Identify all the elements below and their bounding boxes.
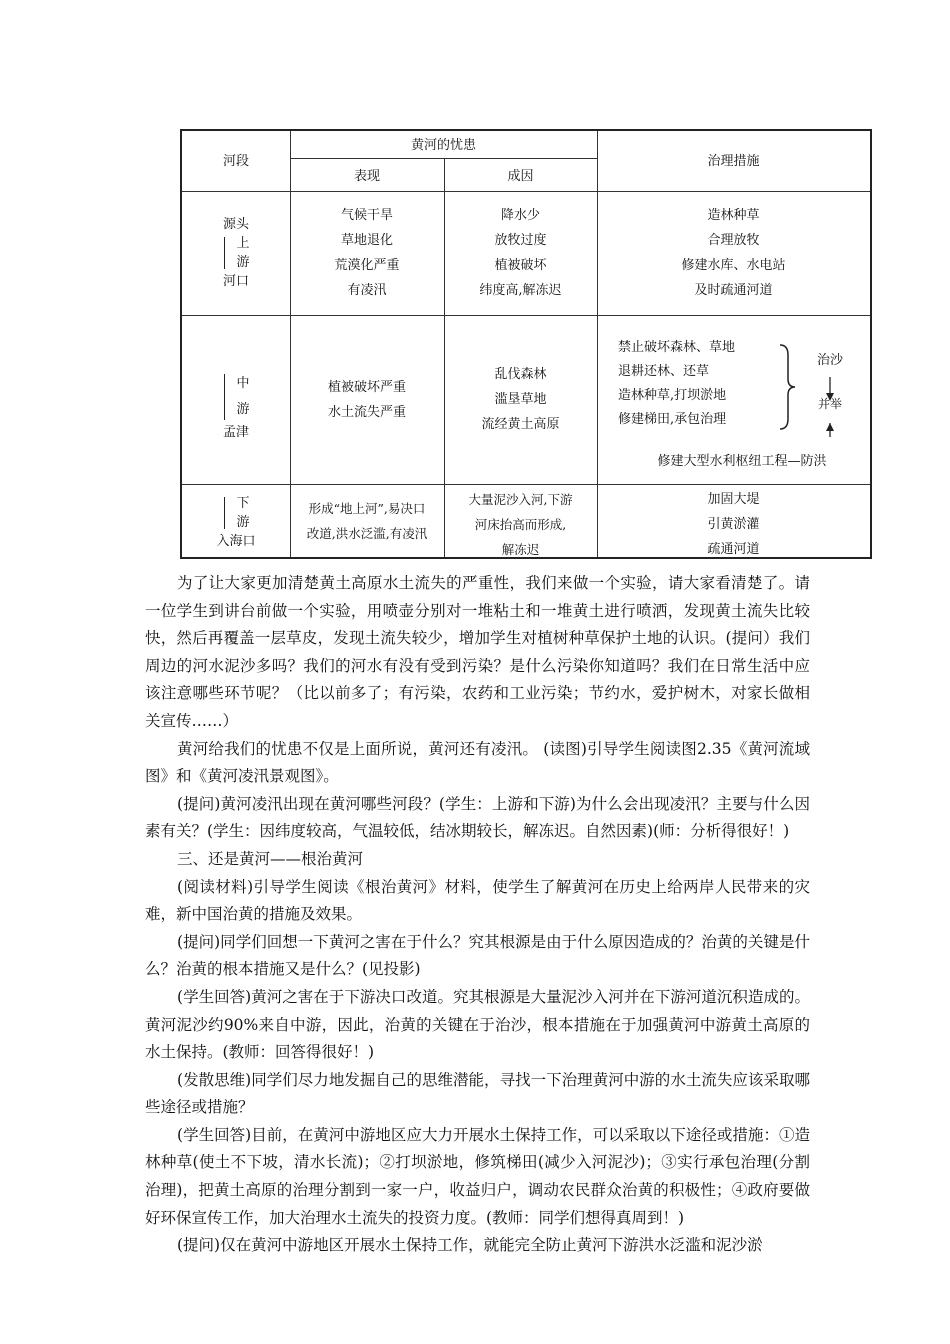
segment-middle	[182, 371, 290, 442]
cell-line: 造林种草,打坝淤地	[618, 388, 727, 403]
header-measures: 治理措施	[707, 154, 760, 169]
yellow-river-table	[180, 129, 872, 559]
segment-text: 上	[236, 236, 250, 251]
cell-line: 形成“地上河”,易决口	[308, 501, 426, 516]
cell-line: 流经黄土高原	[481, 417, 560, 432]
segment-text: 中	[236, 376, 250, 391]
cell-line: 改道,洪水泛滥,有凌汛	[306, 526, 428, 541]
cell-line: 滥垦草地	[494, 392, 547, 407]
middle-manifest	[290, 375, 444, 425]
segment-text: 游	[236, 255, 250, 270]
paragraph: (阅读材料)引导学生阅读《根治黄河》材料，使学生了解黄河在历史上给两岸人民带来的灾难，新中国治黄的措施及效果。	[145, 877, 810, 924]
segment-bracket	[222, 371, 249, 423]
lower-manifest	[290, 496, 444, 546]
table-line	[290, 131, 291, 557]
lower-measures	[597, 487, 870, 562]
cell-line: 疏通河道	[707, 542, 760, 557]
paragraph: 黄河给我们的忧患不仅是上面所说，黄河还有凌汛。 (读图)引导学生阅读图2.35《黄河流域图》和《黄河凌汛景观图》。	[145, 739, 810, 786]
cell-line: 纬度高,解冻迟	[479, 283, 562, 298]
segment-bracket	[222, 494, 249, 532]
segment-text: 源头	[222, 217, 249, 232]
cell-line: 引黄淤灌	[707, 517, 760, 532]
paragraph: 为了让大家更加清楚黄土高原水土流失的严重性，我们来做一个实验，请大家看清楚了。请一位学生到讲台前做一个实验，用喷壶分别对一堆粘土和一堆黄土进行喷洒，发现黄土流失比较快，然后再覆盖一层草皮，发现土流失较少，增加学生对植树种草保护土地的认识。(提问）我们周边的河水泥沙多吗？我们的河水有没有受到污染？是什么污染你知道吗？我们在日常生活中应该注意哪些环节呢？（比以前多了；有污染，农药和工业污染；节约水，爱护树木，对家长做相关宣传……）	[145, 574, 810, 730]
cell-line: 有凌汛	[347, 283, 387, 298]
section-heading: 三、还是黄河——根治黄河	[177, 849, 364, 868]
header-worries: 黄河的忧患	[410, 138, 476, 153]
paragraph: (发散思维)同学们尽力地发掘自己的思维潜能，寻找一下治理黄河中游的水土流失应该采取哪些途径或措施？	[145, 1070, 810, 1117]
side-note	[798, 393, 862, 415]
right-brace-icon	[778, 343, 798, 431]
cell-line: 修建梯田,承包治理	[618, 412, 727, 427]
paragraph: (学生回答)目前，在黄河中游地区应大力开展水土保持工作，可以采取以下途径或措施：①造林种草(使土不下坡，清水长流)；②打坝淤地，修筑梯田(减少入河泥沙)；③实行承包治理(分割治理)，把黄土高原的治理分割到一家一户，收益归户，调动农民群众治黄的积极性；④政府要做好环保宣传工作，加大治理水土流失的投资力度。(教师：同学们想得真周到！)	[145, 1125, 810, 1227]
header-cause: 成因	[507, 169, 534, 184]
upper-measures	[597, 203, 870, 303]
cell-line: 荒漠化严重	[334, 258, 400, 273]
paragraph: (提问)黄河凌汛出现在黄河哪些河段？(学生：上游和下游)为什么会出现凌汛？主要与什么因素有关？(学生：因纬度较高，气温较低，结冰期较长，解冻迟。自然因素)(师：分析得很好！)	[145, 794, 810, 841]
middle-flood-control: 修建大型水利枢纽工程—防洪	[657, 454, 827, 469]
header-segment: 河段	[222, 154, 249, 169]
segment-text: 孟津	[222, 425, 249, 440]
segment-bracket	[222, 234, 249, 272]
middle-cause	[444, 362, 597, 437]
segment-text: 入海口	[216, 534, 256, 549]
segment-text: 游	[236, 402, 250, 417]
segment-upper	[182, 215, 290, 291]
cell-line: 造林种草	[707, 208, 760, 223]
upper-cause	[444, 203, 597, 303]
paragraph: (提问)仅在黄河中游地区开展水土保持工作，就能完全防止黄河下游洪水泛滥和泥沙淤	[177, 1236, 763, 1255]
middle-measures	[618, 336, 778, 432]
cell-line: 植被破坏严重	[327, 380, 406, 395]
cell-line: 放牧过度	[494, 233, 547, 248]
side-note-bottom: 并举	[817, 397, 842, 411]
cell-line: 合理放牧	[707, 233, 760, 248]
cell-line: 乱伐森林	[494, 367, 547, 382]
table-line	[182, 315, 870, 316]
cell-line: 退耕还林、还草	[618, 364, 710, 379]
segment-text: 河口	[222, 274, 249, 289]
side-note-top: 治沙	[816, 353, 843, 368]
cell-line: 大量泥沙入河,下游	[468, 492, 573, 507]
lower-cause	[444, 487, 597, 562]
cell-line: 及时疏通河道	[694, 283, 773, 298]
lesson-text	[145, 570, 810, 1260]
segment-text: 下	[236, 496, 250, 511]
cell-line: 加固大堤	[707, 492, 760, 507]
table-line	[182, 484, 870, 485]
paragraph: (学生回答)黄河之害在于下游决口改道。究其根源是大量泥沙入河并在下游河道沉积造成的。黄河泥沙约90%来自中游，因此，治黄的关键在于治沙，根本措施在于加强黄河中游黄土高原的水土保持。(教师：回答得很好！)	[145, 987, 810, 1062]
cell-line: 草地退化	[340, 233, 393, 248]
cell-line: 气候干旱	[340, 208, 393, 223]
side-note	[798, 350, 862, 372]
segment-lower	[182, 494, 290, 551]
cell-line: 水土流失严重	[327, 405, 406, 420]
segment-text: 游	[236, 515, 250, 530]
cell-line: 禁止破坏森林、草地	[618, 340, 736, 355]
cell-line: 修建水库、水电站	[681, 258, 786, 273]
paragraph: (提问)同学们回想一下黄河之害在于什么？究其根源是由于什么原因造成的？治黄的关键是什么？治黄的根本措施又是什么？(见投影)	[145, 932, 810, 979]
cell-line: 河床抬高而形成,	[474, 517, 567, 532]
cell-line: 解冻迟	[501, 542, 540, 557]
header-manifest: 表现	[353, 169, 380, 184]
cell-line: 降水少	[500, 208, 540, 223]
cell-line: 植被破坏	[494, 258, 547, 273]
upper-manifest	[290, 203, 444, 303]
table-line	[182, 191, 870, 192]
